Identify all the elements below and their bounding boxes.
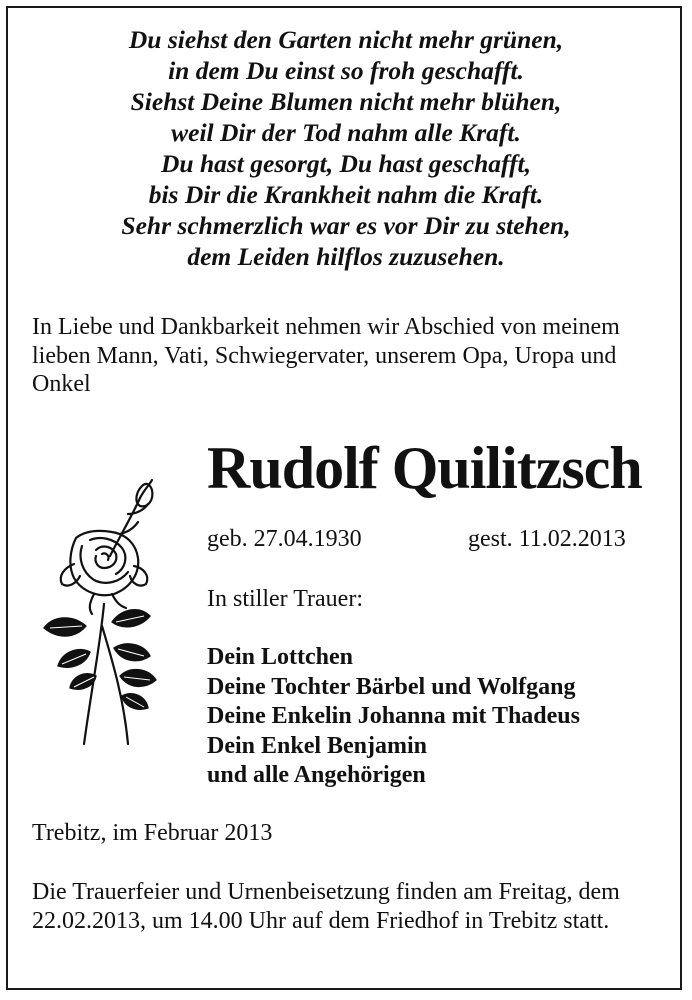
poem-line: dem Leiden hilflos zuzusehen.: [187, 242, 505, 271]
poem-line: Siehst Deine Blumen nicht mehr blühen,: [130, 87, 562, 116]
poem-line: weil Dir der Tod nahm alle Kraft.: [171, 118, 521, 147]
intro-text: In Liebe und Dankbarkeit nehmen wir Abschied von meinem lieben Mann, Vati, Schwiegervater, unserem Opa, Uropa und Onkel: [32, 314, 620, 397]
poem-line: Du hast gesorgt, Du hast geschafft,: [160, 149, 532, 178]
mourner: Deine Tochter Bärbel und Wolfgang: [207, 673, 576, 700]
mourners-list: [207, 643, 580, 791]
poem-line: bis Dir die Krankheit nahm die Kraft.: [148, 180, 544, 209]
place-date: Trebitz, im Februar 2013: [32, 820, 273, 846]
mourner: Dein Enkel Benjamin: [207, 732, 428, 759]
deceased-name: Rudolf Quilitzsch: [207, 435, 642, 501]
mourner: Dein Lottchen: [207, 644, 353, 670]
rose-icon: [16, 476, 186, 756]
mourning-label: In stiller Trauer:: [207, 586, 363, 612]
poem-line: in dem Du einst so froh geschafft.: [168, 56, 524, 85]
mourner: und alle Angehörigen: [207, 762, 426, 788]
funeral-info: Die Trauerfeier und Urnenbeisetzung finden am Freitag, dem 22.02.2013, um 14.00 Uhr auf dem Friedhof in Trebitz statt.: [32, 879, 620, 934]
mourner: Deine Enkelin Johanna mit Thadeus: [207, 703, 580, 729]
poem-line: Sehr schmerzlich war es vor Dir zu stehen,: [121, 211, 571, 240]
birth-date: geb. 27.04.1930: [207, 526, 362, 552]
death-date: gest. 11.02.2013: [468, 526, 626, 552]
poem: [0, 24, 692, 272]
poem-line: Du siehst den Garten nicht mehr grünen,: [128, 25, 564, 54]
